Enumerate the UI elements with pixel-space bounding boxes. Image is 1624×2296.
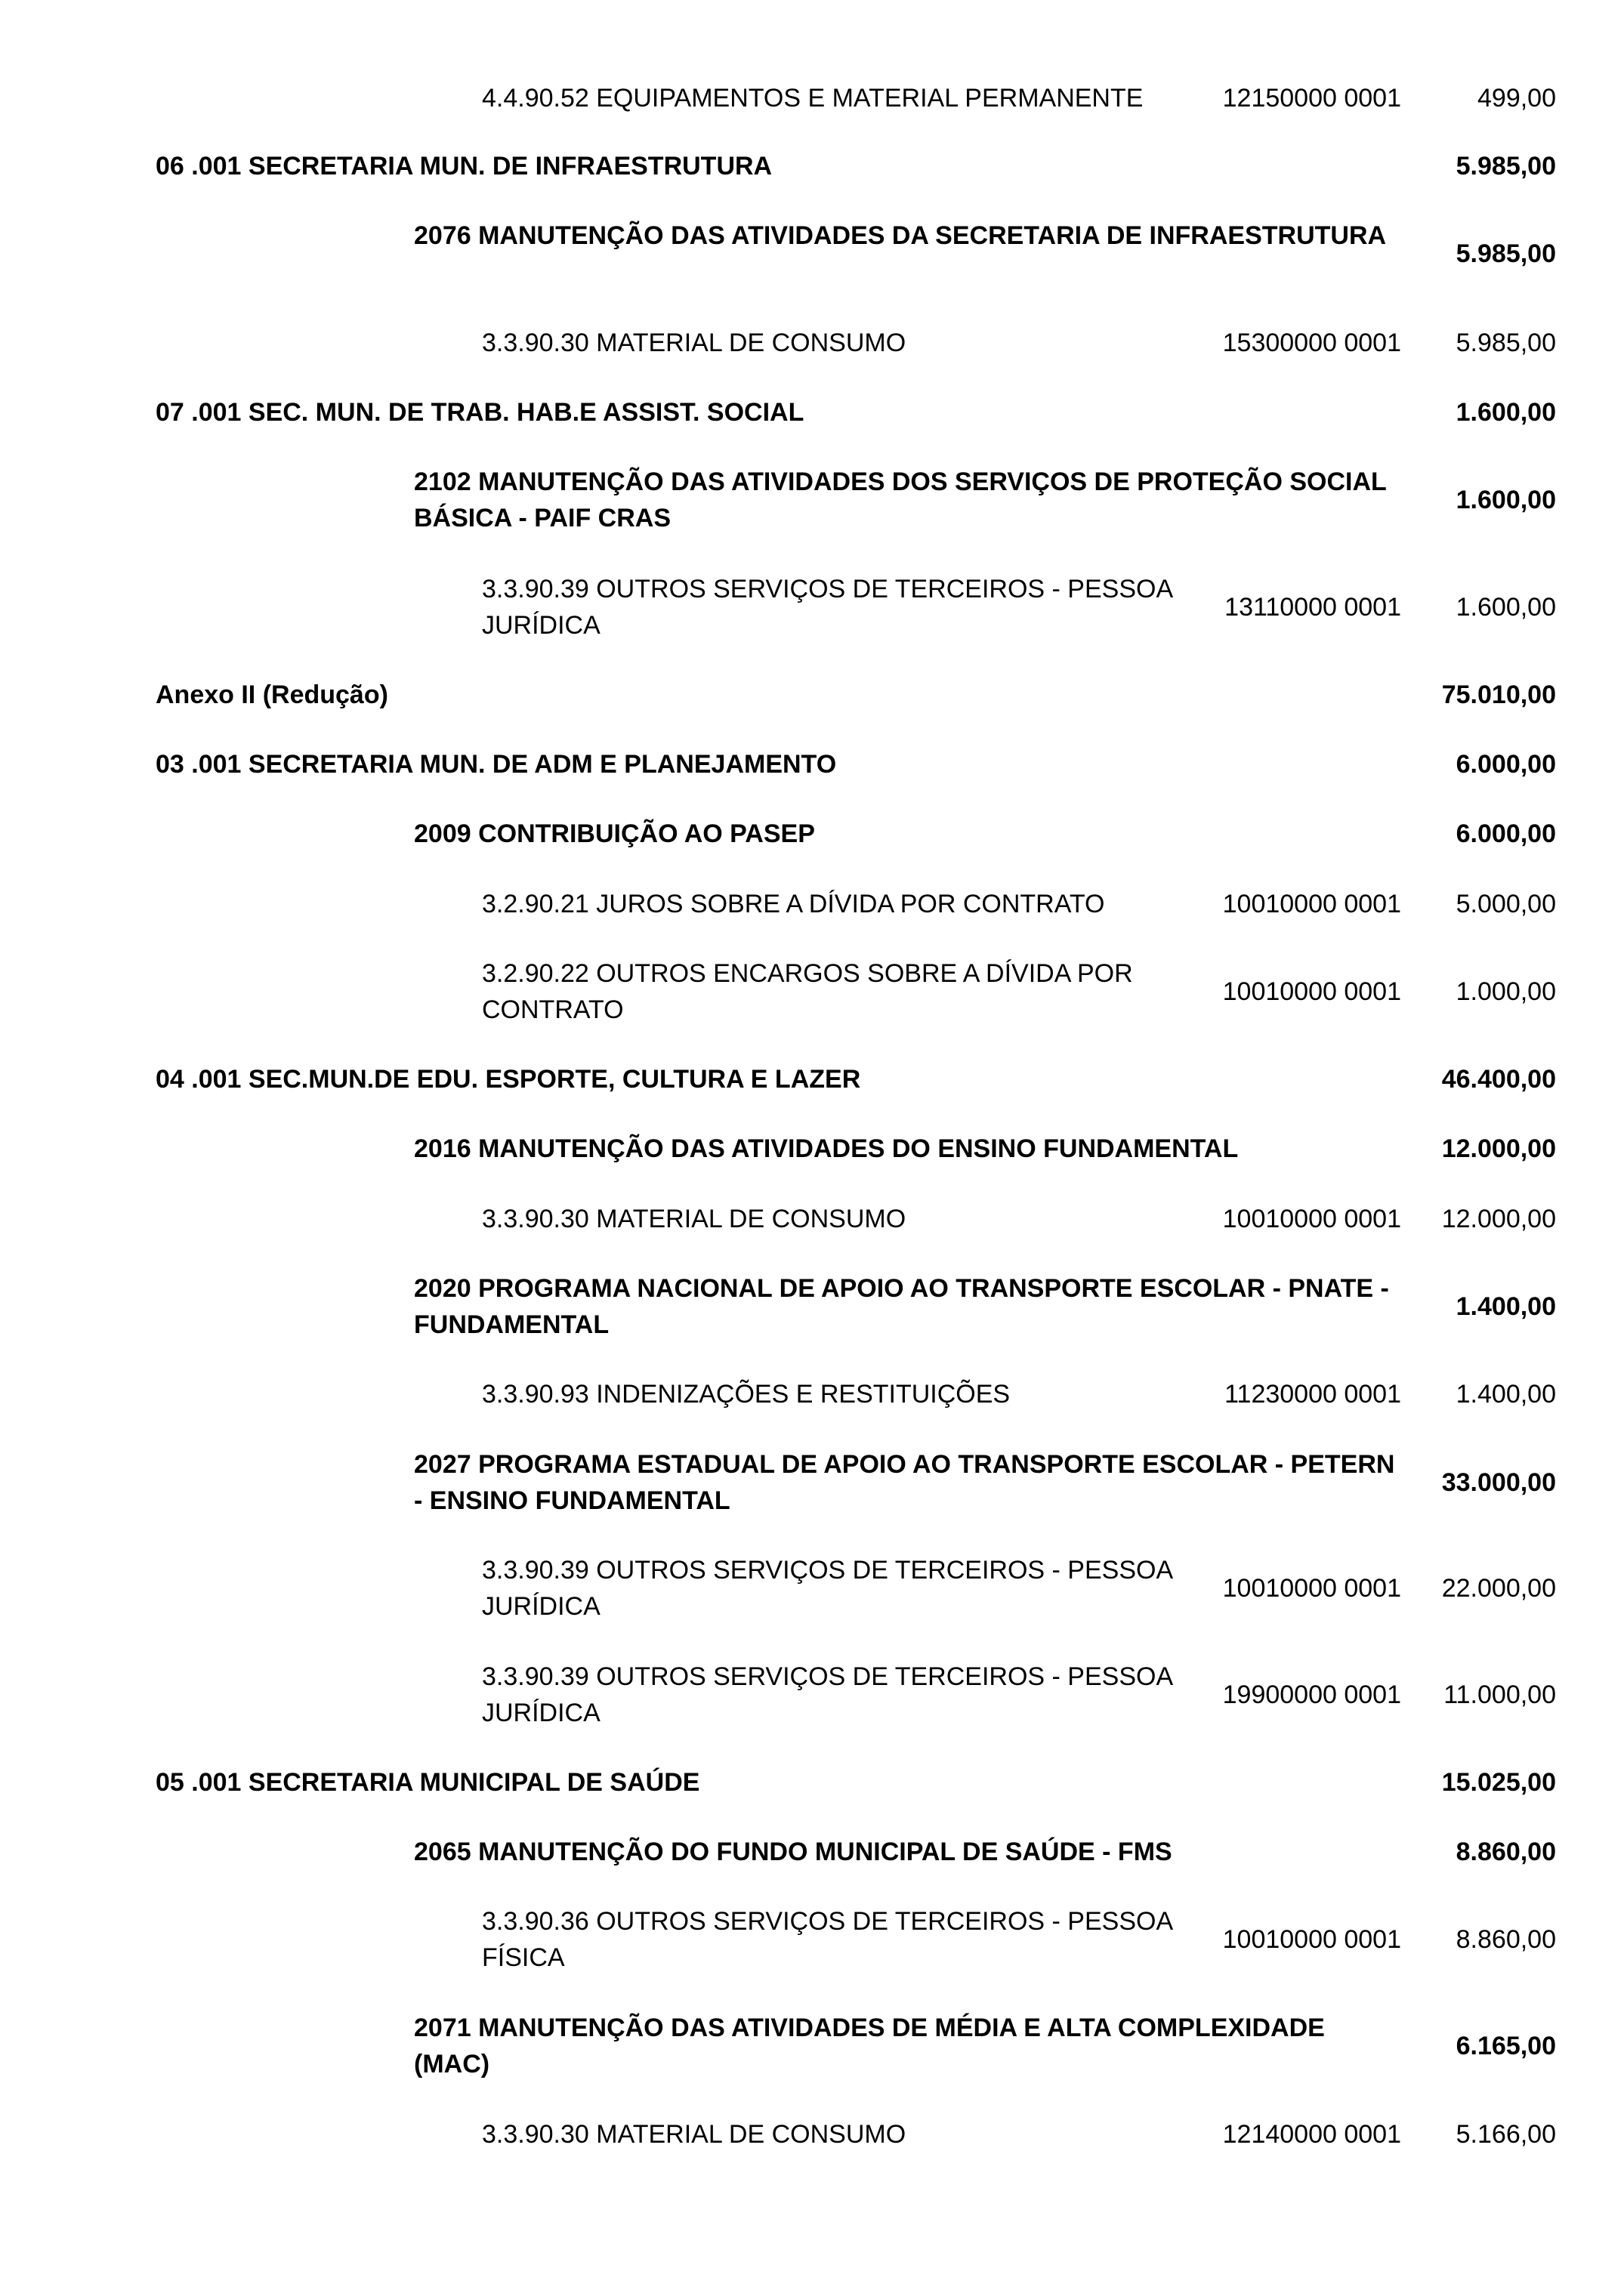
amount: 6.165,00 [1456, 2032, 1556, 2060]
secretariat-label: 06 .001 SECRETARIA MUN. DE INFRAESTRUTURA [156, 152, 773, 181]
secretariat-label: 04 .001 SEC.MUN.DE EDU. ESPORTE, CULTURA E LAZER [156, 1065, 861, 1094]
expense-label: 4.4.90.52 EQUIPAMENTOS E MATERIAL PERMANENTE [482, 84, 1144, 113]
action-label: 2027 PROGRAMA ESTADUAL DE APOIO AO TRANSPORTE ESCOLAR - PETERN - ENSINO FUNDAMENTAL [414, 1450, 1395, 1515]
resource-code: 15300000 0001 [1222, 329, 1401, 357]
amount: 5.000,00 [1456, 890, 1556, 918]
amount: 33.000,00 [1441, 1468, 1556, 1497]
amount: 5.985,00 [1456, 239, 1556, 268]
expense-label: 3.2.90.22 OUTROS ENCARGOS SOBRE A DÍVIDA POR CONTRATO [482, 959, 1133, 1024]
amount: 6.000,00 [1456, 819, 1556, 848]
expense-label: 3.3.90.39 OUTROS SERVIÇOS DE TERCEIROS - PESSOA JURÍDICA [482, 1662, 1172, 1727]
resource-code: 10010000 0001 [1222, 977, 1401, 1006]
amount: 6.000,00 [1456, 750, 1556, 779]
amount: 46.400,00 [1441, 1065, 1556, 1094]
amount: 1.000,00 [1456, 977, 1556, 1006]
amount: 5.985,00 [1456, 329, 1556, 357]
amount: 8.860,00 [1456, 1925, 1556, 1954]
amount: 22.000,00 [1441, 1574, 1556, 1603]
resource-code: 10010000 0001 [1222, 1574, 1401, 1603]
amount: 12.000,00 [1441, 1134, 1556, 1163]
expense-label: 3.3.90.36 OUTROS SERVIÇOS DE TERCEIROS - PESSOA FÍSICA [482, 1907, 1172, 1972]
expense-label: 3.3.90.30 MATERIAL DE CONSUMO [482, 1205, 906, 1233]
action-label: 2020 PROGRAMA NACIONAL DE APOIO AO TRANSPORTE ESCOLAR - PNATE - FUNDAMENTAL [414, 1274, 1389, 1339]
annex-label: Anexo II (Redução) [156, 680, 388, 709]
amount: 1.400,00 [1456, 1292, 1556, 1321]
expense-label: 3.3.90.30 MATERIAL DE CONSUMO [482, 2120, 906, 2149]
resource-code: 19900000 0001 [1222, 1680, 1401, 1709]
action-label: 2065 MANUTENÇÃO DO FUNDO MUNICIPAL DE SAÚDE - FMS [414, 1838, 1172, 1866]
action-label: 2009 CONTRIBUIÇÃO AO PASEP [414, 819, 815, 848]
secretariat-label: 03 .001 SECRETARIA MUN. DE ADM E PLANEJAMENTO [156, 750, 837, 779]
resource-code: 10010000 0001 [1222, 1205, 1401, 1233]
expense-label: 3.3.90.30 MATERIAL DE CONSUMO [482, 329, 906, 357]
secretariat-label: 07 .001 SEC. MUN. DE TRAB. HAB.E ASSIST. SOCIAL [156, 398, 804, 427]
resource-code: 10010000 0001 [1222, 890, 1401, 918]
resource-code: 12140000 0001 [1222, 2120, 1401, 2149]
secretariat-label: 05 .001 SECRETARIA MUNICIPAL DE SAÚDE [156, 1768, 700, 1797]
resource-code: 12150000 0001 [1222, 84, 1401, 113]
amount: 15.025,00 [1441, 1768, 1556, 1797]
resource-code: 13110000 0001 [1224, 593, 1401, 622]
expense-label: 3.3.90.39 OUTROS SERVIÇOS DE TERCEIROS - PESSOA JURÍDICA [482, 1556, 1172, 1621]
amount: 1.400,00 [1456, 1380, 1556, 1409]
amount: 1.600,00 [1456, 398, 1556, 427]
resource-code: 11230000 0001 [1224, 1380, 1401, 1409]
amount: 1.600,00 [1456, 593, 1556, 622]
amount: 499,00 [1477, 84, 1556, 113]
amount: 1.600,00 [1456, 486, 1556, 514]
amount: 11.000,00 [1443, 1680, 1556, 1709]
expense-label: 3.3.90.39 OUTROS SERVIÇOS DE TERCEIROS - PESSOA JURÍDICA [482, 575, 1172, 640]
expense-label: 3.3.90.93 INDENIZAÇÕES E RESTITUIÇÕES [482, 1380, 1011, 1409]
amount: 5.166,00 [1456, 2120, 1556, 2149]
action-label: 2016 MANUTENÇÃO DAS ATIVIDADES DO ENSINO FUNDAMENTAL [414, 1134, 1239, 1163]
action-label: 2076 MANUTENÇÃO DAS ATIVIDADES DA SECRETARIA DE INFRAESTRUTURA [414, 221, 1387, 250]
amount: 12.000,00 [1441, 1205, 1556, 1233]
amount: 5.985,00 [1456, 152, 1556, 181]
amount: 75.010,00 [1441, 680, 1556, 709]
amount: 8.860,00 [1456, 1838, 1556, 1866]
action-label: 2102 MANUTENÇÃO DAS ATIVIDADES DOS SERVIÇOS DE PROTEÇÃO SOCIAL BÁSICA - PAIF CRAS [414, 468, 1387, 532]
action-label: 2071 MANUTENÇÃO DAS ATIVIDADES DE MÉDIA E ALTA COMPLEXIDADE (MAC) [414, 2014, 1325, 2078]
resource-code: 10010000 0001 [1222, 1925, 1401, 1954]
expense-label: 3.2.90.21 JUROS SOBRE A DÍVIDA POR CONTRATO [482, 890, 1105, 918]
